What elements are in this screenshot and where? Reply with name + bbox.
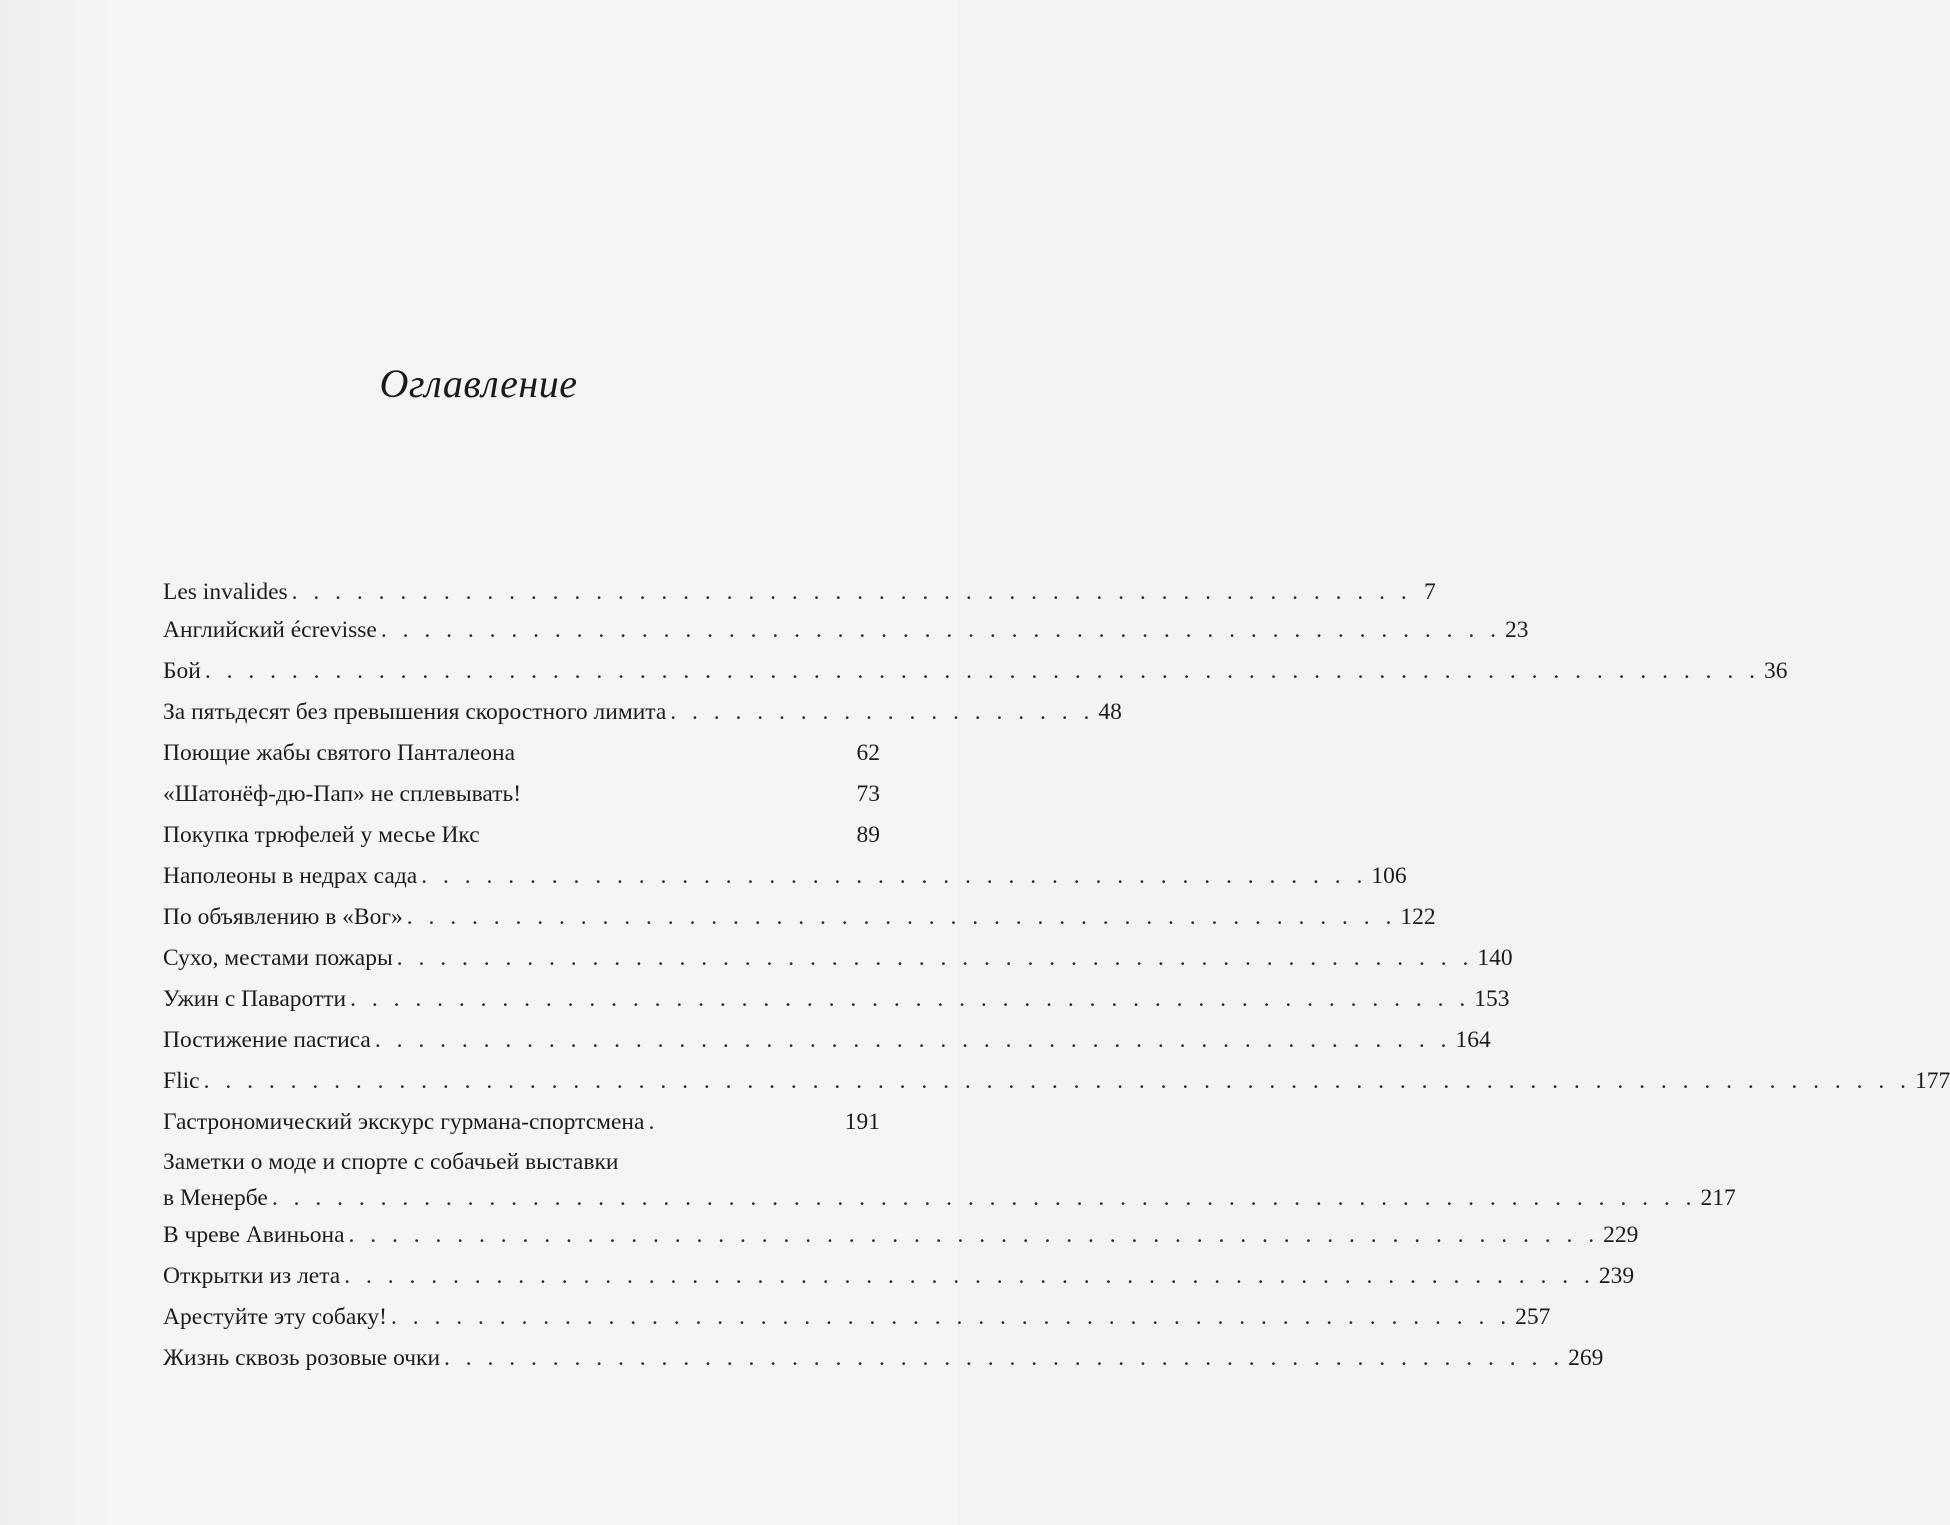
toc-entry <box>163 574 1436 610</box>
dot-leader: . . . . . . . . . . . . . . . . . . . . <box>670 699 1095 725</box>
toc-entry <box>163 774 880 815</box>
toc-entry-page: 23 <box>1505 617 1529 643</box>
toc-entry <box>163 1297 1551 1338</box>
toc-entry-page: 73 <box>856 781 880 807</box>
toc-entry-label: Наполеоны в недрах сада <box>163 863 418 889</box>
toc-entry-page: 153 <box>1474 986 1510 1012</box>
toc-entry-label: По объявлению в «Вог» <box>163 904 403 930</box>
toc-entry <box>163 1061 1950 1102</box>
dot-leader: . . . . . . . . . . . . . . . . . . . . . . . . . . . . . . . . . . . . . . . . . . . . . . . . . . . . <box>380 617 1501 643</box>
toc-entry <box>163 733 880 774</box>
toc-entry-label: Поющие жабы святого Панталеона <box>163 740 516 766</box>
toc-entry-page: 62 <box>856 740 880 766</box>
toc-entry <box>163 1256 1635 1297</box>
toc-entry-label-line1: Заметки о моде и спорте с собачьей выставки <box>163 1149 619 1175</box>
dot-leader: . . . . . . . . . . . . . . . . . . . . . . . . . . . . . . . . . . . . . . . . . . . . . . <box>406 904 1397 930</box>
toc-entry-label: Сухо, местами пожары <box>163 945 393 971</box>
toc-entry-page: 269 <box>1568 1345 1604 1371</box>
toc-entry <box>163 1020 1491 1061</box>
toc-entry <box>163 897 1436 938</box>
toc-entry-label: Постижение пастиса <box>163 1027 371 1053</box>
toc-entry-label: в Менербе <box>163 1185 268 1211</box>
toc-entry-label: Английский écrevisse <box>163 617 377 643</box>
toc-entry <box>163 1143 1736 1215</box>
toc-entry-label: Les invalides <box>163 579 288 605</box>
toc-entry <box>163 1215 1639 1256</box>
toc-entry <box>163 979 1510 1020</box>
dot-leader: . . . . . . . . . . . . . . . . . . . . . . . . . . . . . . . . . . . . . . . . . . . . . . . . . . . . . . . . . . <box>348 1222 1600 1248</box>
toc-title: Оглавление <box>379 361 578 406</box>
toc-entry-label: Ужин с Паваротти <box>163 986 347 1012</box>
dot-leader <box>519 733 852 774</box>
toc-entry <box>163 815 880 856</box>
toc-entry-label: Flic <box>163 1068 200 1094</box>
toc-entry-page: 217 <box>1700 1185 1736 1211</box>
toc-entry-label: Гастрономический экскурс гурмана-спортсмена <box>163 1109 645 1135</box>
dot-leader: . . . . . . . . . . . . . . . . . . . . . . . . . . . . . . . . . . . . . . . . . . . . . . . . . . . . <box>350 986 1471 1012</box>
toc-entry-page: 229 <box>1603 1222 1639 1248</box>
dot-leader: . <box>648 1109 660 1135</box>
dot-leader: . . . . . . . . . . . . . . . . . . . . . . . . . . . . . . . . . . . . . . . . . . . . <box>421 863 1368 889</box>
toc-entry <box>163 1102 880 1143</box>
dot-leader: . . . . . . . . . . . . . . . . . . . . . . . . . . . . . . . . . . . . . . . . . . . . . . . . . . . . . . . . . . . . . . . . . . <box>271 1185 1697 1211</box>
toc-entry <box>163 651 1788 692</box>
dot-leader: . . . . . . . . . . . . . . . . . . . . . . . . . . . . . . . . . . . . . . . . . . . . . . . . . . . . <box>444 1345 1565 1371</box>
toc-entry <box>163 610 1529 651</box>
toc-entry <box>163 1338 1604 1379</box>
dot-leader: . . . . . . . . . . . . . . . . . . . . . . . . . . . . . . . . . . . . . . . . . . . . . . . . . . . . . . . . . . <box>344 1263 1595 1289</box>
toc-entry-page: 177 <box>1914 1068 1950 1094</box>
toc-entry-page: 122 <box>1400 904 1436 930</box>
table-of-contents <box>163 574 1950 1379</box>
toc-entry-label: Жизнь сквозь розовые очки <box>163 1345 441 1371</box>
toc-entry-label: Открытки из лета <box>163 1263 341 1289</box>
toc-entry-page: 164 <box>1455 1027 1491 1053</box>
dot-leader: . . . . . . . . . . . . . . . . . . . . . . . . . . . . . . . . . . . . . . . . . . . . . . . . . . . . <box>390 1304 1512 1330</box>
toc-entry-page: 36 <box>1763 658 1788 684</box>
toc-entry-label: За пятьдесят без превышения скоростного лимита <box>163 699 667 725</box>
dot-leader: . . . . . . . . . . . . . . . . . . . . . . . . . . . . . . . . . . . . . . . . . . . . . . . . . . . . <box>291 579 1412 605</box>
toc-entry-page: 106 <box>1371 863 1407 889</box>
dot-leader <box>484 815 853 856</box>
dot-leader <box>525 774 852 815</box>
toc-entry-page: 257 <box>1515 1304 1551 1330</box>
toc-entry-label: В чреве Авиньона <box>163 1222 345 1248</box>
toc-entry-page: 89 <box>856 822 880 848</box>
toc-entry-page: 239 <box>1598 1263 1635 1289</box>
dot-leader: . . . . . . . . . . . . . . . . . . . . . . . . . . . . . . . . . . . . . . . . . . . . . . . . . . . . . . . . . . . . . . . . . . . . . . . . . . . . . . . <box>203 1068 1911 1094</box>
dot-leader: . . . . . . . . . . . . . . . . . . . . . . . . . . . . . . . . . . . . . . . . . . . . . . . . . . <box>374 1027 1452 1053</box>
toc-entry-label: Покупка трюфелей у месье Икс <box>163 822 480 848</box>
toc-entry-page: 191 <box>844 1109 880 1135</box>
toc-entry-label: «Шатонёф-дю-Пап» не сплевывать! <box>163 781 522 807</box>
toc-entry-page: 7 <box>1424 579 1436 605</box>
toc-entry-page: 48 <box>1098 699 1122 725</box>
toc-entry <box>163 856 1407 897</box>
toc-entry-label: Арестуйте эту собаку! <box>163 1304 387 1330</box>
toc-entry <box>163 938 1513 979</box>
dot-leader: . . . . . . . . . . . . . . . . . . . . . . . . . . . . . . . . . . . . . . . . . . . . . . . . . . <box>396 945 1474 971</box>
dot-leader: . . . . . . . . . . . . . . . . . . . . . . . . . . . . . . . . . . . . . . . . . . . . . . . . . . . . . . . . . . . . . . . . . . . . . . . . <box>204 658 1760 684</box>
toc-entry <box>163 692 1122 733</box>
toc-entry-label: Бой <box>163 658 201 684</box>
toc-entry-page: 140 <box>1477 945 1513 971</box>
